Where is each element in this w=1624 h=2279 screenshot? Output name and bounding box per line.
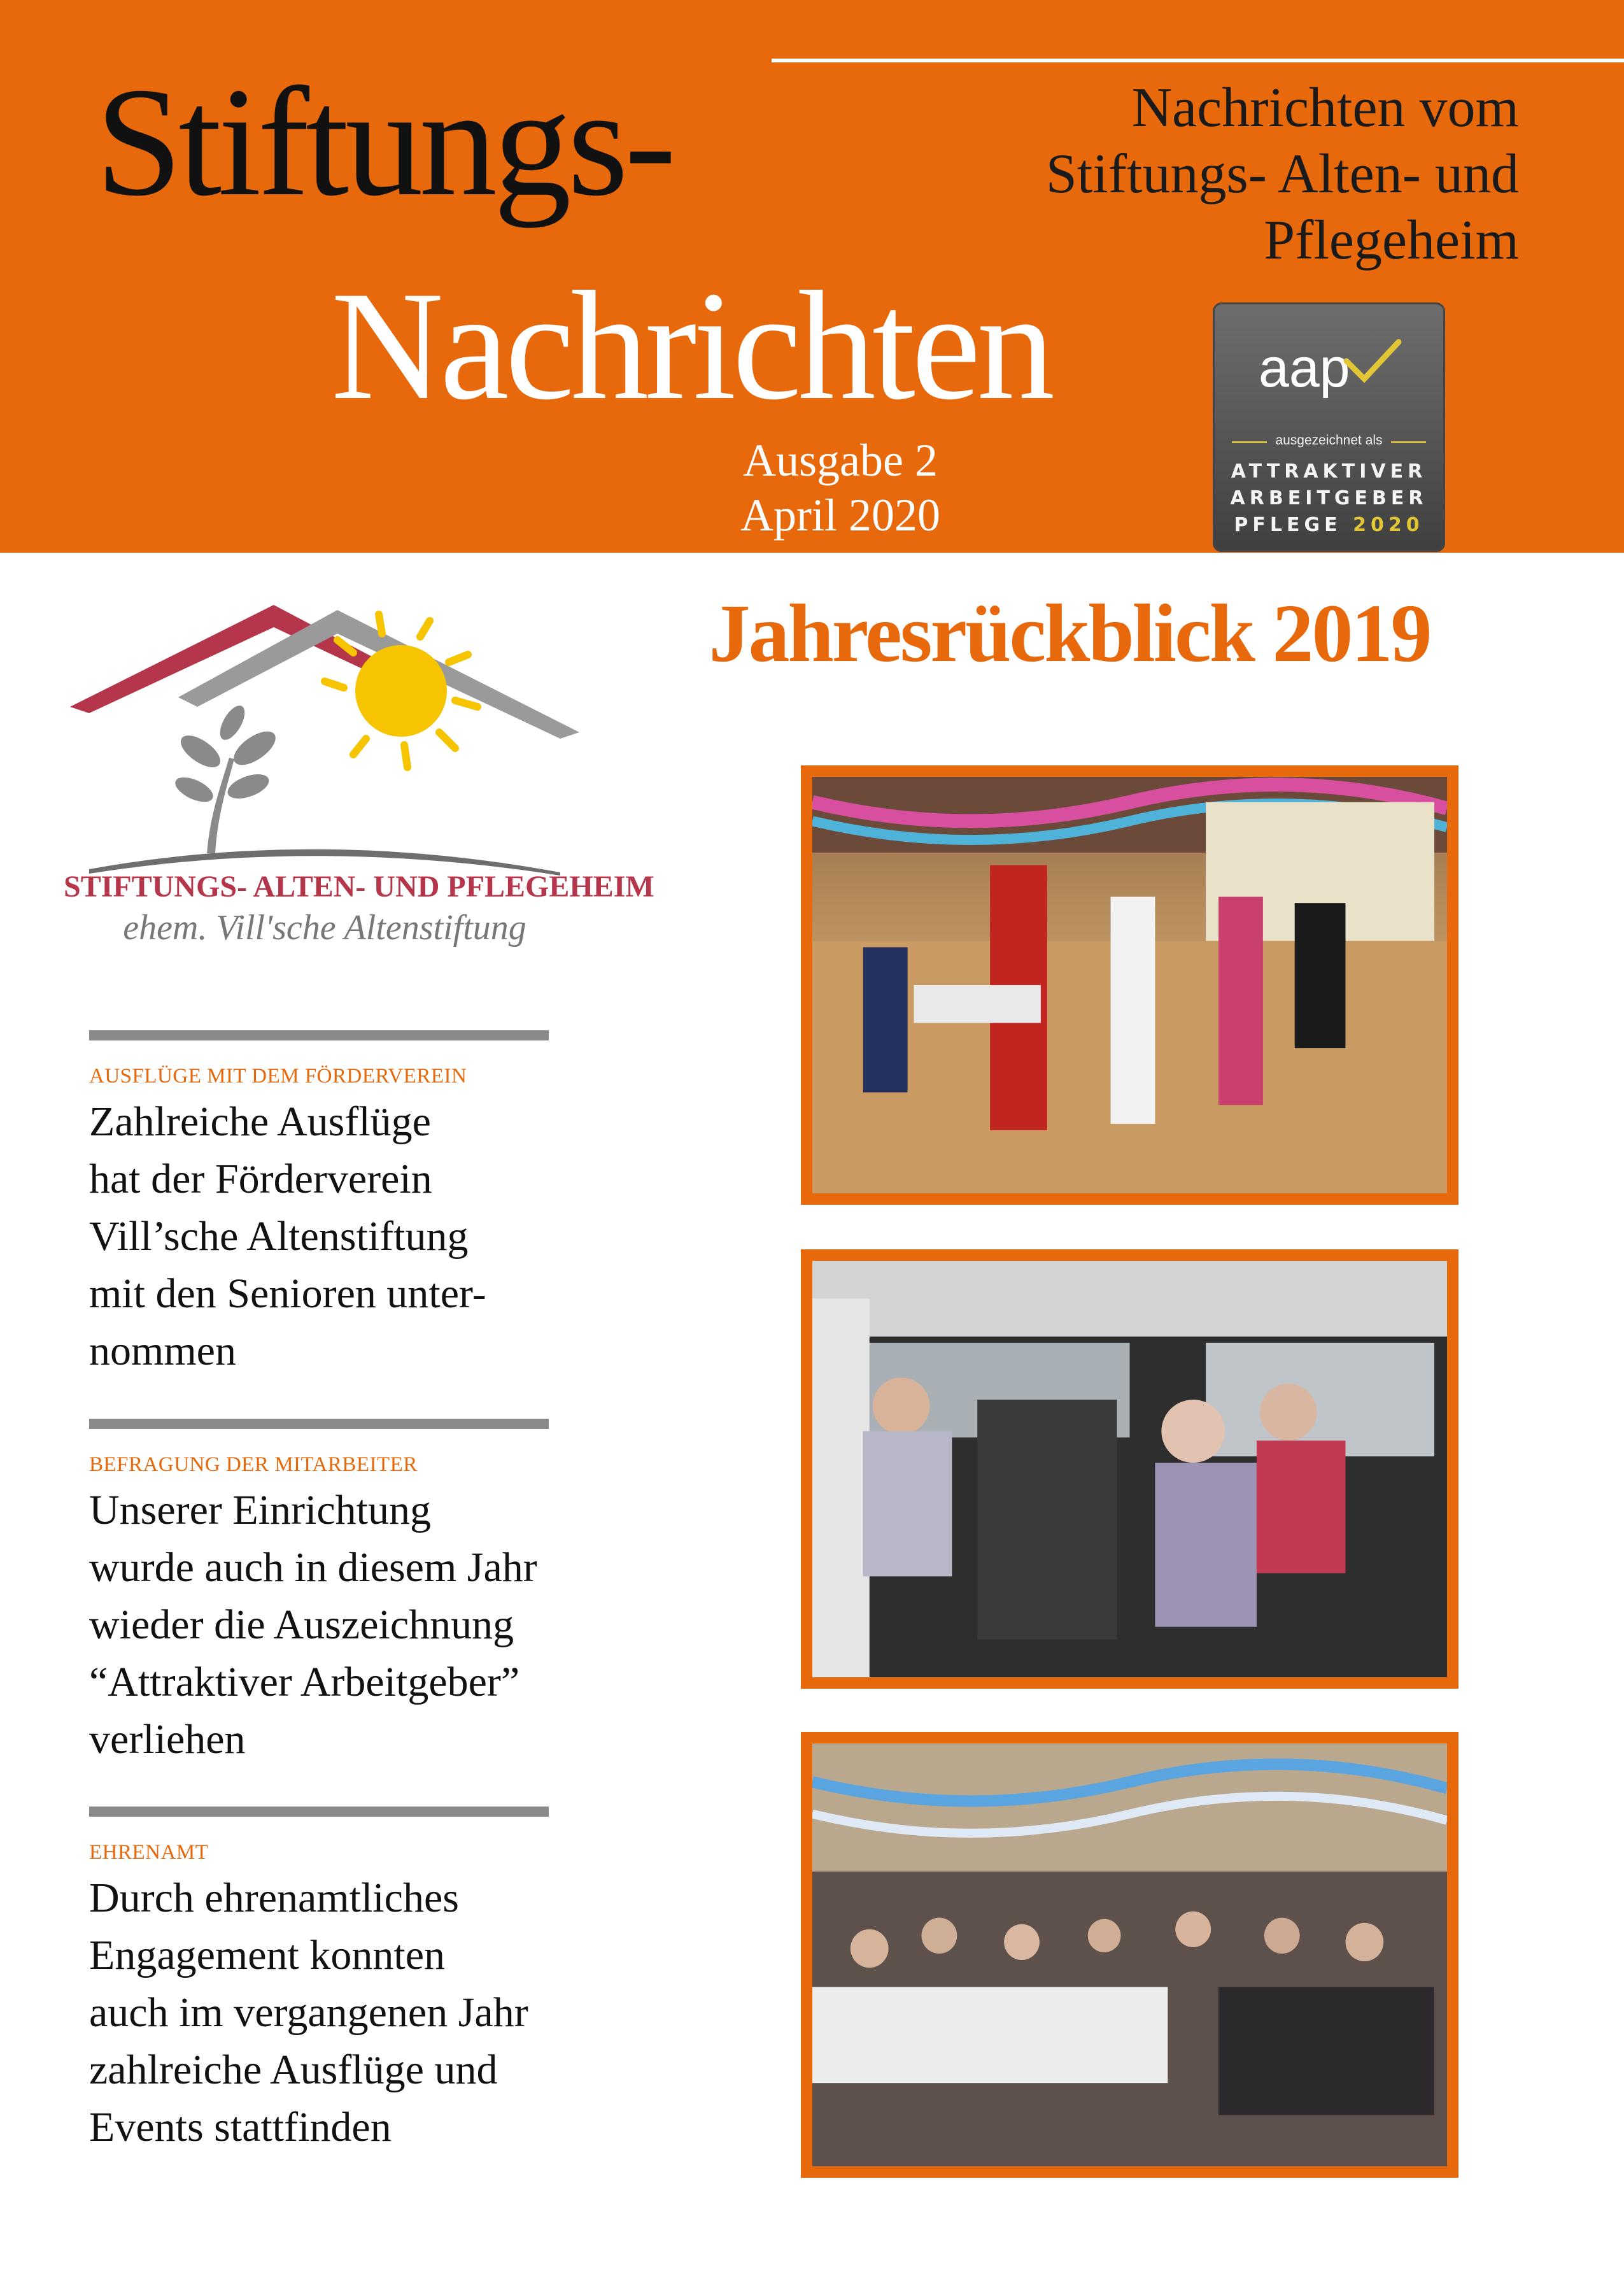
section-label: BEFRAGUNG DER MITARBEITER	[89, 1453, 418, 1476]
section-rule	[89, 1419, 549, 1429]
svg-text:aap: aap	[1259, 337, 1350, 399]
photo-image	[812, 1743, 1447, 2166]
section-label: EHRENAMT	[89, 1841, 209, 1864]
subtitle-line: Nachrichten vom	[1131, 77, 1519, 139]
issue-info	[688, 433, 993, 543]
body-line: Events stattfinden	[89, 2104, 392, 2150]
badge-line-3: PFLEGE 2020	[1234, 514, 1424, 536]
subtitle-line: Pflegeheim	[1264, 209, 1519, 271]
body-line: wurde auch in diesem Jahr	[89, 1544, 537, 1591]
photo-carnival-party	[801, 1732, 1458, 2178]
body-line: Zahlreiche Ausflüge	[89, 1098, 431, 1145]
section-befragung	[89, 1419, 586, 1768]
body-line: Durch ehrenamtliches	[89, 1875, 459, 1921]
body-line: verliehen	[89, 1716, 246, 1763]
masthead-rule	[772, 59, 1624, 62]
photo-scene	[812, 777, 1447, 1193]
photo-carnival-dance	[801, 765, 1458, 1205]
issue-date: April 2020	[740, 490, 940, 541]
body-line: “Attraktiver Arbeitgeber”	[89, 1659, 520, 1705]
photo-image	[812, 777, 1447, 1193]
logo-subname: ehem. Vill'sche Altenstiftung	[123, 908, 526, 948]
body-line: Engagement konnten	[89, 1932, 446, 1978]
badge-year: 2020	[1353, 514, 1424, 536]
logo-name: STIFTUNGS- ALTEN- UND PFLEGEHEIM	[64, 870, 654, 904]
body-line: Unserer Einrichtung	[89, 1487, 431, 1533]
body-line: mit den Senioren unter-	[89, 1270, 486, 1317]
section-label: AUSFLÜGE MIT DEM FÖRDERVEREIN	[89, 1065, 467, 1088]
section-ehrenamt	[89, 1807, 586, 2156]
section-rule	[89, 1030, 549, 1040]
badge-caption: ausgezeichnet als	[1275, 433, 1383, 448]
photo-image	[812, 1261, 1447, 1677]
section-ausfluege	[89, 1030, 586, 1380]
title-line-1: Stiftungs-	[95, 55, 673, 228]
title-line-2: Nachrichten	[331, 259, 1052, 432]
section-body	[89, 1870, 586, 2156]
photo-scene	[812, 1743, 1447, 2166]
body-line: zahlreiche Ausflüge und	[89, 2047, 498, 2093]
issue-number: Ausgabe 2	[743, 435, 938, 486]
photo-scene	[812, 1261, 1447, 1677]
section-rule	[89, 1807, 549, 1817]
masthead-subtitle	[882, 75, 1519, 274]
photo-bus-trip	[801, 1249, 1458, 1689]
employer-award-badge	[1213, 302, 1445, 552]
badge-line-1: ATTRAKTIVER	[1231, 460, 1427, 483]
body-line: auch im vergangenen Jahr	[89, 1989, 528, 2036]
body-line: Vill’sche Altenstiftung	[89, 1213, 469, 1260]
body-line: nommen	[89, 1328, 236, 1374]
body-line: wieder die Auszeichnung	[89, 1601, 514, 1648]
masthead	[0, 0, 1624, 553]
headline: Jahresrückblick 2019	[709, 588, 1430, 679]
body-line: hat der Förderverein	[89, 1156, 432, 1202]
section-body	[89, 1093, 586, 1380]
aap-logo-icon	[1251, 334, 1407, 404]
subtitle-line: Stiftungs- Alten- und	[1045, 143, 1519, 205]
badge-line-2: ARBEITGEBER	[1230, 487, 1428, 509]
section-body	[89, 1482, 586, 1768]
